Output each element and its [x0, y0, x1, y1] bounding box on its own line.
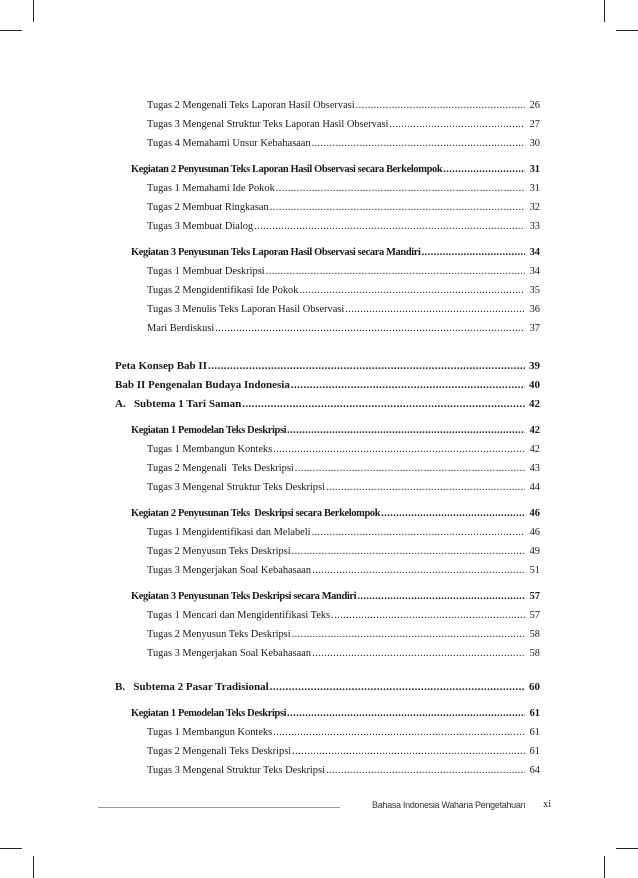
- toc-entry[interactable]: Tugas 1 Memahami Ide Pokok ..... 31: [115, 179, 540, 198]
- toc-entry[interactable]: Tugas 1 Membangun Konteks ..... 42: [115, 440, 540, 459]
- crop-mark: [604, 856, 605, 878]
- toc-entry[interactable]: Tugas 2 Mengidentifikasi Ide Pokok ..... 35: [115, 281, 540, 300]
- toc-entry[interactable]: Tugas 3 Mengerjakan Soal Kebahasaan ..... 51: [115, 561, 540, 580]
- toc-kegiatan[interactable]: Kegiatan 1 Pemodelan Teks Deskripsi ..... 61: [115, 704, 540, 723]
- table-of-contents: [115, 96, 540, 780]
- crop-mark: [0, 30, 22, 31]
- toc-entry[interactable]: Tugas 2 Mengenali Teks Deskripsi ..... 61: [115, 742, 540, 761]
- footer-rule: [98, 807, 340, 808]
- toc-kegiatan[interactable]: Kegiatan 1 Pemodelan Teks Deskripsi ..... 42: [115, 421, 540, 440]
- crop-mark: [0, 848, 22, 849]
- crop-mark: [604, 0, 605, 22]
- toc-kegiatan[interactable]: Kegiatan 3 Penyusunan Teks Laporan Hasil Observasi secara Mandiri ..... 34: [115, 243, 540, 262]
- toc-entry[interactable]: Mari Berdiskusi ..... 37: [115, 319, 540, 338]
- toc-top-entry[interactable]: Bab II Pengenalan Budaya Indonesia ..... 40: [115, 376, 540, 395]
- crop-mark: [33, 856, 34, 878]
- crop-mark: [616, 30, 638, 31]
- toc-entry[interactable]: Tugas 1 Mencari dan Mengidentifikasi Teks ..... 57: [115, 606, 540, 625]
- crop-mark: [33, 0, 34, 22]
- toc-entry[interactable]: Tugas 2 Mengenali Teks Laporan Hasil Observasi ..... 26: [115, 96, 540, 115]
- toc-entry[interactable]: Tugas 2 Mengenali Teks Deskripsi ..... 43: [115, 459, 540, 478]
- toc-entry[interactable]: Tugas 3 Menulis Teks Laporan Hasil Observasi ..... 36: [115, 300, 540, 319]
- toc-entry[interactable]: Tugas 4 Memahami Unsur Kebahasaan ..... 30: [115, 134, 540, 153]
- toc-entry[interactable]: Tugas 2 Membuat Ringkasan ..... 32: [115, 198, 540, 217]
- toc-entry[interactable]: Tugas 3 Mengenal Struktur Teks Deskripsi ..... 64: [115, 761, 540, 780]
- toc-subtema[interactable]: B. Subtema 2 Pasar Tradisional ..... 60: [115, 678, 540, 697]
- crop-mark: [616, 848, 638, 849]
- toc-kegiatan[interactable]: Kegiatan 2 Penyusunan Teks Laporan Hasil Observasi secara Berkelompok ..... 31: [115, 160, 540, 179]
- toc-entry[interactable]: Tugas 3 Mengenal Struktur Teks Deskripsi ..... 44: [115, 478, 540, 497]
- toc-entry[interactable]: Tugas 3 Mengerjakan Soal Kebahasaan ..... 58: [115, 644, 540, 663]
- toc-entry[interactable]: Tugas 2 Menyusun Teks Deskripsi ..... 49: [115, 542, 540, 561]
- toc-kegiatan[interactable]: Kegiatan 3 Penyusunan Teks Deskripsi secara Mandiri ..... 57: [115, 587, 540, 606]
- footer-book-title: Bahasa Indonesia Wahana Pengetahuan: [372, 800, 526, 810]
- toc-entry[interactable]: Tugas 2 Menyusun Teks Deskripsi ..... 58: [115, 625, 540, 644]
- toc-top-entry[interactable]: Peta Konsep Bab II ..... 39: [115, 357, 540, 376]
- footer-page-number: xi: [543, 799, 552, 810]
- toc-entry[interactable]: Tugas 3 Mengenal Struktur Teks Laporan Hasil Observasi ..... 27: [115, 115, 540, 134]
- toc-subtema[interactable]: A. Subtema 1 Tari Saman ..... 42: [115, 395, 540, 414]
- toc-entry[interactable]: Tugas 1 Membuat Deskripsi ..... 34: [115, 262, 540, 281]
- toc-entry[interactable]: Tugas 1 Membangun Konteks ..... 61: [115, 723, 540, 742]
- toc-entry[interactable]: Tugas 1 Mengidentifikasi dan Melabeli ..... 46: [115, 523, 540, 542]
- toc-entry[interactable]: Tugas 3 Membuat Dialog ..... 33: [115, 217, 540, 236]
- toc-kegiatan[interactable]: Kegiatan 2 Penyusunan Teks Deskripsi secara Berkelompok ..... 46: [115, 504, 540, 523]
